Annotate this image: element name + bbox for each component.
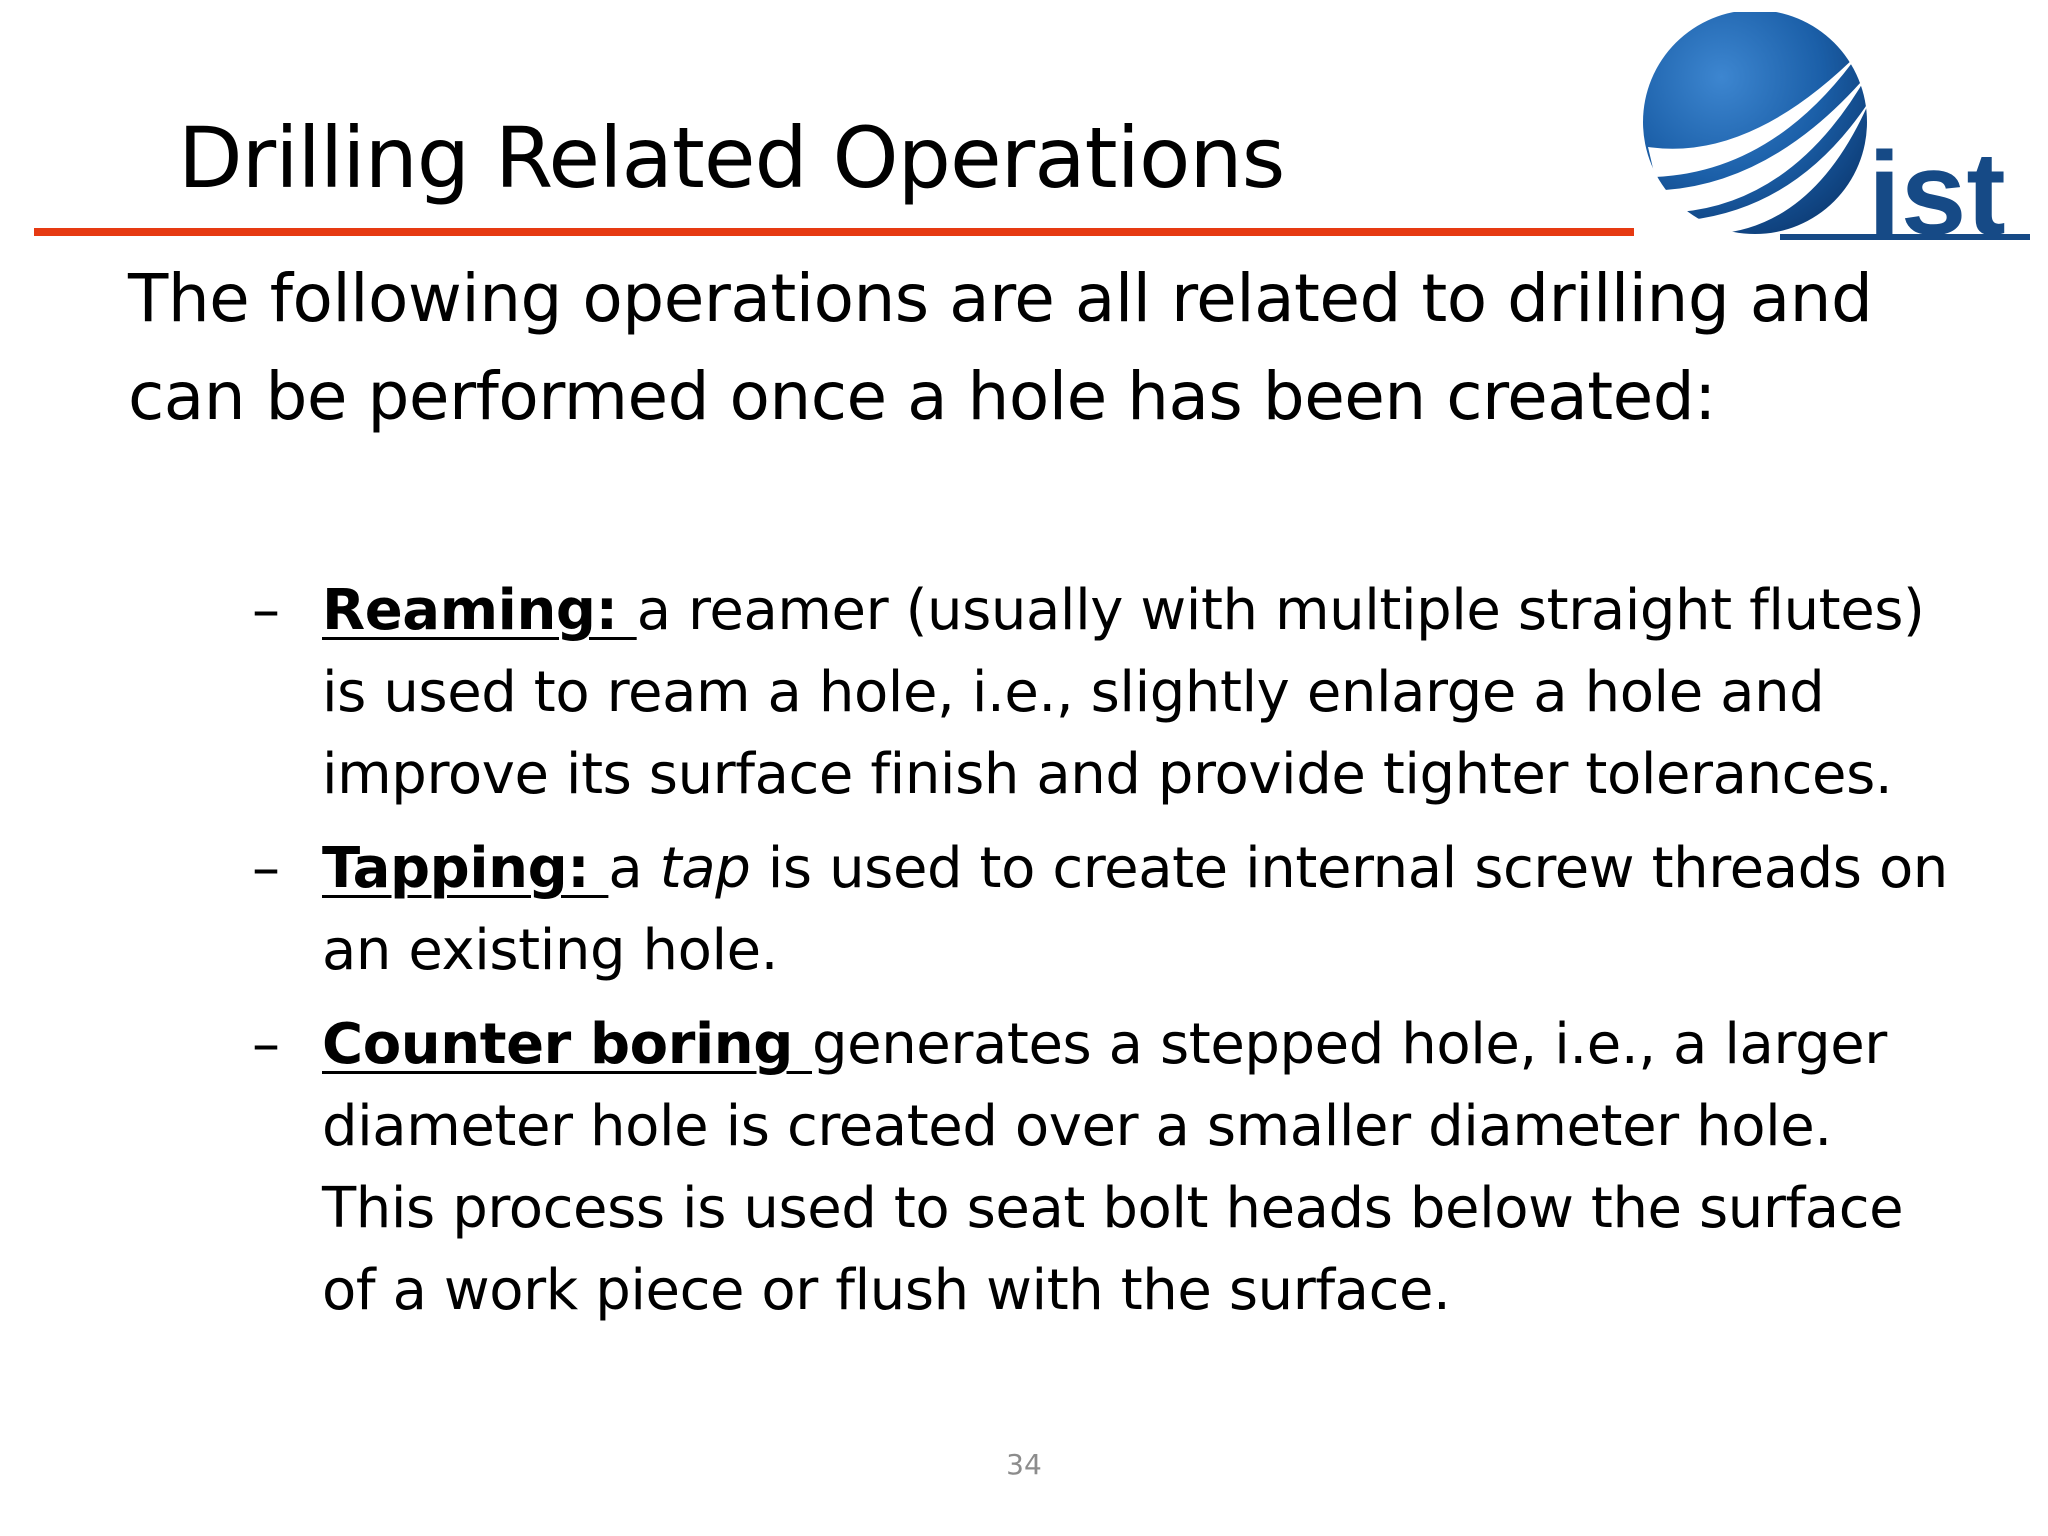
operations-list (252, 570, 1952, 1344)
intro-text: The following operations are all related to drilling and can be performed once a hole has been created: (128, 260, 1873, 435)
list-item-counter-boring (252, 1004, 1952, 1332)
slide-title: Drilling Related Operations (178, 109, 1285, 207)
counter-boring-description: generates a stepped hole, i.e., a larger diameter hole is created over a smaller diameter hole. This process is used to seat bolt heads below the surface of a work piece or flush with the surface. (322, 1012, 1904, 1323)
tapping-emphasis: tap (659, 836, 751, 901)
term-tapping: Tapping: (322, 836, 609, 901)
term-counter-boring: Counter boring (322, 1012, 812, 1077)
logo-text: ist (1868, 128, 2006, 242)
title-divider (34, 228, 1634, 236)
list-item-reaming (252, 570, 1952, 816)
reaming-description: a reamer (usually with multiple straight flutes) is used to ream a hole, i.e., slightly enlarge a hole and improve its surface finish and provide tighter tolerances. (322, 578, 1925, 807)
ist-logo-icon (1630, 12, 2030, 242)
page-number: 34 (1006, 1448, 1042, 1481)
tapping-description-start: a (608, 836, 660, 901)
tapping-description-end: is used to create internal screw threads on an existing hole. (322, 836, 1948, 983)
list-item-tapping (252, 828, 1952, 992)
dash-bullet: – (252, 836, 280, 901)
dash-bullet: – (252, 578, 280, 643)
dash-bullet: – (252, 1012, 280, 1077)
term-reaming: Reaming: (322, 578, 637, 643)
